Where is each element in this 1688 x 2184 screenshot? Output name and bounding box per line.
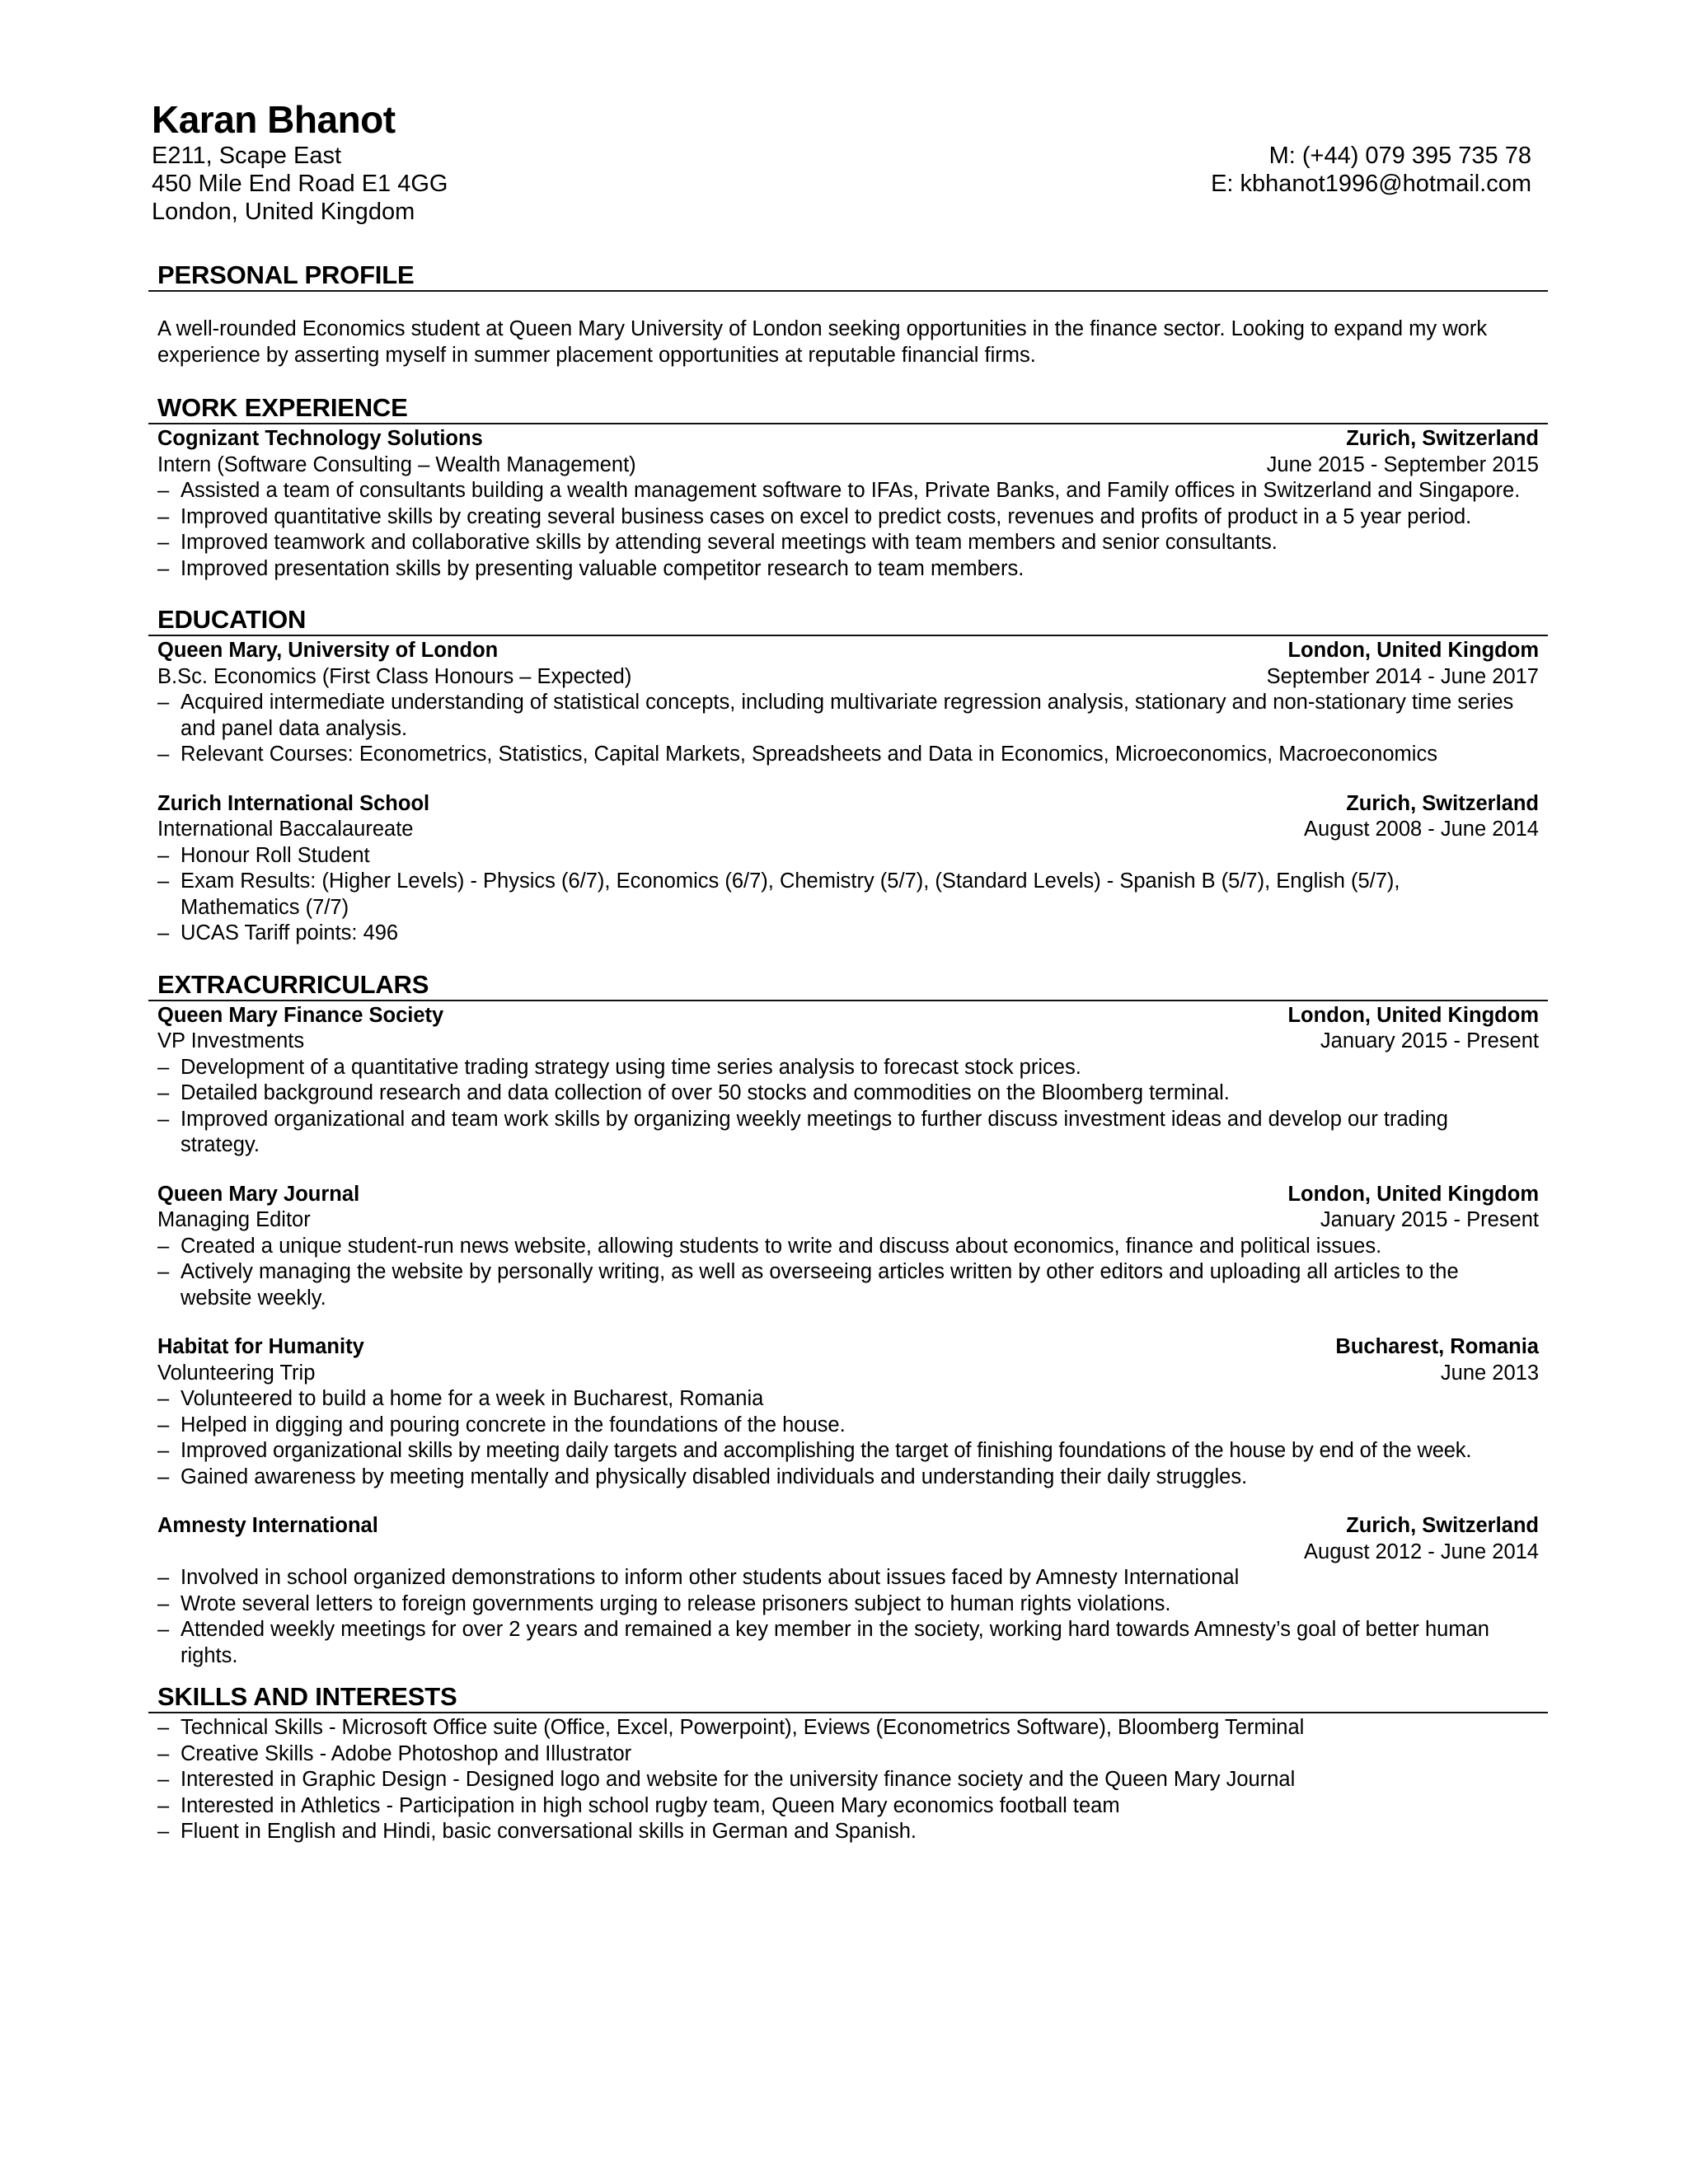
bullet-text: Gained awareness by meeting mentally and physically disabled individuals and understanding their daily struggles. (181, 1465, 1248, 1488)
bullet-list (157, 1715, 1539, 1845)
bullet-list (157, 1234, 1539, 1312)
list-item (157, 1055, 1539, 1081)
section-title: PERSONAL PROFILE (157, 260, 415, 289)
bullet-text: Detailed background research and data collection of over 50 stocks and commodities on the Bloomberg terminal. (181, 1081, 1230, 1104)
entry-location: Zurich, Switzerland (1346, 791, 1539, 815)
bullet-text: Acquired intermediate understanding of statistical concepts, including multivariate regression analysis, stationary and non-stationary time series and panel data analysis. (181, 691, 1514, 740)
entry-dates: August 2008 - June 2014 (1304, 818, 1539, 841)
education-entry (148, 791, 1548, 947)
contact-details (1211, 142, 1531, 198)
entry-subheading-row (157, 817, 1539, 843)
bullet-text: Created a unique student-run news website, allowing students to write and discuss about economics, finance and political issues. (181, 1234, 1382, 1258)
list-item (157, 1819, 1539, 1845)
role-title: Managing Editor (157, 1208, 311, 1231)
list-item (157, 1565, 1539, 1591)
list-item (157, 1386, 1539, 1413)
dash-bullet-icon: – (157, 921, 170, 944)
list-item (157, 1767, 1539, 1793)
bullet-text: Technical Skills - Microsoft Office suite (Office, Excel, Powerpoint), Eviews (Econometrics Software), Bloomberg Terminal (181, 1716, 1305, 1739)
entry-location: London, United Kingdom (1287, 1003, 1539, 1027)
bullet-text: UCAS Tariff points: 496 (181, 921, 399, 944)
list-item (157, 1741, 1539, 1768)
list-item (157, 869, 1539, 921)
organization-name: Amnesty International (157, 1514, 378, 1537)
section-divider (148, 1000, 1548, 1001)
list-item (157, 1591, 1539, 1618)
dash-bullet-icon: – (157, 843, 170, 867)
entry-location: London, United Kingdom (1287, 639, 1539, 662)
entry-location: Bucharest, Romania (1335, 1335, 1539, 1358)
entry-heading-row (157, 1182, 1539, 1208)
dash-bullet-icon: – (157, 1234, 170, 1258)
entry-heading-row (157, 791, 1539, 818)
bullet-text: Wrote several letters to foreign governments urging to release prisoners subject to human rights violations. (181, 1591, 1171, 1615)
entry-subheading-row (157, 664, 1539, 691)
dash-bullet-icon: – (157, 531, 170, 554)
bullet-text: Helped in digging and pouring concrete in the foundations of the house. (181, 1413, 846, 1436)
list-item (157, 1234, 1539, 1260)
section-divider (148, 290, 1548, 292)
entry-heading-row (157, 1003, 1539, 1029)
dash-bullet-icon: – (157, 1618, 170, 1641)
dash-bullet-icon: – (157, 1741, 170, 1765)
list-item (157, 690, 1539, 742)
institution-name: Zurich International School (157, 791, 430, 815)
list-item (157, 530, 1539, 556)
entry-subheading-row (157, 1361, 1539, 1387)
entry-dates: January 2015 - Present (1320, 1029, 1539, 1052)
section-extracurriculars (148, 970, 1548, 1670)
bullet-text: Improved organizational skills by meeting daily targets and accomplishing the target of finishing foundations of the house by end of the week. (181, 1439, 1472, 1462)
dash-bullet-icon: – (157, 1566, 170, 1589)
entry-dates: January 2015 - Present (1320, 1208, 1539, 1231)
education-entry (148, 638, 1548, 768)
dash-bullet-icon: – (157, 1820, 170, 1843)
bullet-list (157, 1386, 1539, 1490)
section-divider (148, 635, 1548, 636)
address-line-1: E211, Scape East (152, 143, 342, 169)
dash-bullet-icon: – (157, 743, 170, 766)
bullet-list (157, 478, 1539, 582)
organization-name: Habitat for Humanity (157, 1335, 364, 1358)
list-item (157, 1715, 1539, 1741)
work-entry (148, 426, 1548, 582)
entry-heading-row (157, 426, 1539, 452)
bullet-text: Assisted a team of consultants building a wealth management software to IFAs, Private Banks, and Family offices in Switzerland and Singapore. (181, 479, 1521, 502)
dash-bullet-icon: – (157, 1260, 170, 1283)
bullet-text: Development of a quantitative trading strategy using time series analysis to forecast stock prices. (181, 1055, 1081, 1079)
phone-number: M: (+44) 079 395 735 78 (1268, 143, 1531, 169)
dash-bullet-icon: – (157, 1081, 170, 1104)
address-line-3: London, United Kingdom (152, 199, 415, 225)
entry-subheading-row (157, 1207, 1539, 1234)
section-divider (148, 1712, 1548, 1713)
dash-bullet-icon: – (157, 1439, 170, 1462)
section-skills-interests (148, 1682, 1548, 1845)
dash-bullet-icon: – (157, 1793, 170, 1817)
entry-location: London, United Kingdom (1287, 1182, 1539, 1206)
bullet-text: Improved organizational and team work skills by organizing weekly meetings to further discuss investment ideas and develop our trading strategy. (181, 1107, 1448, 1156)
section-personal-profile (148, 260, 1548, 368)
dash-bullet-icon: – (157, 504, 170, 528)
dash-bullet-icon: – (157, 869, 170, 893)
address-line-2: 450 Mile End Road E1 4GG (152, 171, 448, 197)
role-title: VP Investments (157, 1029, 305, 1052)
bullet-text: Actively managing the website by personally writing, as well as overseeing articles written by other editors and uploading all articles to the website weekly. (181, 1260, 1459, 1310)
list-item (157, 742, 1539, 768)
organization-name: Cognizant Technology Solutions (157, 427, 483, 450)
section-title: EXTRACURRICULARS (157, 969, 429, 999)
bullet-text: Volunteered to build a home for a week in Bucharest, Romania (181, 1387, 764, 1410)
bullet-text: Exam Results: (Higher Levels) - Physics (6/7), Economics (6/7), Chemistry (5/7), (Standard Levels) - Spanish B (5/7), English (5/7), Mathematics (7/7) (181, 869, 1400, 919)
bullet-list (157, 843, 1539, 947)
institution-name: Queen Mary, University of London (157, 639, 499, 662)
activity-entry (148, 1003, 1548, 1159)
entry-heading-row (157, 1513, 1539, 1540)
dash-bullet-icon: – (157, 556, 170, 580)
dash-bullet-icon: – (157, 1055, 170, 1079)
bullet-text: Improved quantitative skills by creating several business cases on excel to predict costs, revenues and profits of product in a 5 year period. (181, 504, 1472, 528)
degree-title: B.Sc. Economics (First Class Honours – Expected) (157, 664, 632, 688)
organization-name: Queen Mary Finance Society (157, 1003, 444, 1027)
dash-bullet-icon: – (157, 1716, 170, 1739)
entry-dates: June 2013 (1440, 1361, 1539, 1385)
bullet-text: Creative Skills - Adobe Photoshop and Illustrator (181, 1741, 632, 1765)
bullet-text: Involved in school organized demonstrations to inform other students about issues faced by Amnesty International (181, 1566, 1240, 1589)
dash-bullet-icon: – (157, 1387, 170, 1410)
entry-location: Zurich, Switzerland (1346, 427, 1539, 450)
role-title: Intern (Software Consulting – Wealth Management) (157, 452, 636, 476)
bullet-text: Honour Roll Student (181, 843, 370, 867)
entry-heading-row (157, 638, 1539, 664)
section-title: WORK EXPERIENCE (157, 393, 408, 422)
section-title: SKILLS AND INTERESTS (157, 1682, 457, 1711)
section-title: EDUCATION (157, 605, 307, 634)
entry-subheading-row (157, 1029, 1539, 1055)
profile-summary: A well-rounded Economics student at Queen Mary University of London seeking opportunities in the finance sector. Looking to expand my work experience by asserting myself in summer placement opportunities at reputable financial firms. (157, 317, 1488, 367)
list-item (157, 478, 1539, 504)
activity-entry (148, 1513, 1548, 1669)
resume-body (148, 260, 1548, 1845)
list-item (157, 843, 1539, 869)
email-address[interactable]: E: kbhanot1996@hotmail.com (1211, 171, 1531, 197)
bullet-text: Interested in Athletics - Participation in high school rugby team, Queen Mary economics football team (181, 1793, 1120, 1817)
skills-list-container (148, 1715, 1548, 1845)
bullet-list (157, 1055, 1539, 1159)
bullet-text: Improved presentation skills by presenting valuable competitor research to team members. (181, 556, 1025, 580)
bullet-list (157, 1565, 1539, 1669)
list-item (157, 556, 1539, 583)
entry-heading-row (157, 1334, 1539, 1361)
list-item (157, 1438, 1539, 1465)
dash-bullet-icon: – (157, 1107, 170, 1131)
entry-subheading-row (157, 1540, 1539, 1566)
entry-location: Zurich, Switzerland (1346, 1514, 1539, 1537)
organization-name: Queen Mary Journal (157, 1182, 360, 1206)
list-item (157, 1259, 1539, 1311)
section-work-experience (148, 393, 1548, 582)
entry-dates: September 2014 - June 2017 (1266, 664, 1539, 688)
bullet-text: Attended weekly meetings for over 2 years and remained a key member in the society, working hard towards Amnesty’s goal of better human rights. (181, 1618, 1489, 1667)
bullet-text: Interested in Graphic Design - Designed logo and website for the university finance society and the Queen Mary Journal (181, 1768, 1296, 1791)
dash-bullet-icon: – (157, 479, 170, 502)
list-item (157, 504, 1539, 531)
bullet-text: Fluent in English and Hindi, basic conversational skills in German and Spanish. (181, 1820, 917, 1843)
dash-bullet-icon: – (157, 1465, 170, 1488)
dash-bullet-icon: – (157, 1768, 170, 1791)
bullet-list (157, 690, 1539, 768)
entry-dates: August 2012 - June 2014 (1304, 1540, 1539, 1563)
activity-entry (148, 1334, 1548, 1490)
role-title: Volunteering Trip (157, 1361, 316, 1385)
candidate-name: Karan Bhanot (152, 98, 396, 141)
degree-title: International Baccalaureate (157, 818, 414, 841)
postal-address (152, 142, 448, 226)
list-item (157, 1107, 1539, 1159)
entry-subheading-row (157, 452, 1539, 479)
activity-entry (148, 1182, 1548, 1312)
list-item (157, 921, 1539, 947)
dash-bullet-icon: – (157, 1413, 170, 1436)
list-item (157, 1793, 1539, 1820)
list-item (157, 1413, 1539, 1439)
bullet-text: Improved teamwork and collaborative skills by attending several meetings with team members and senior consultants. (181, 531, 1278, 554)
resume-header (152, 97, 1531, 226)
list-item (157, 1080, 1539, 1107)
list-item (157, 1465, 1539, 1491)
section-education (148, 605, 1548, 947)
dash-bullet-icon: – (157, 691, 170, 714)
dash-bullet-icon: – (157, 1591, 170, 1615)
bullet-text: Relevant Courses: Econometrics, Statistics, Capital Markets, Spreadsheets and Data in Economics, Microeconomics, Macroeconomics (181, 743, 1437, 766)
section-divider (148, 423, 1548, 424)
entry-dates: June 2015 - September 2015 (1266, 452, 1539, 476)
header-details (152, 142, 1531, 226)
list-item (157, 1617, 1539, 1669)
